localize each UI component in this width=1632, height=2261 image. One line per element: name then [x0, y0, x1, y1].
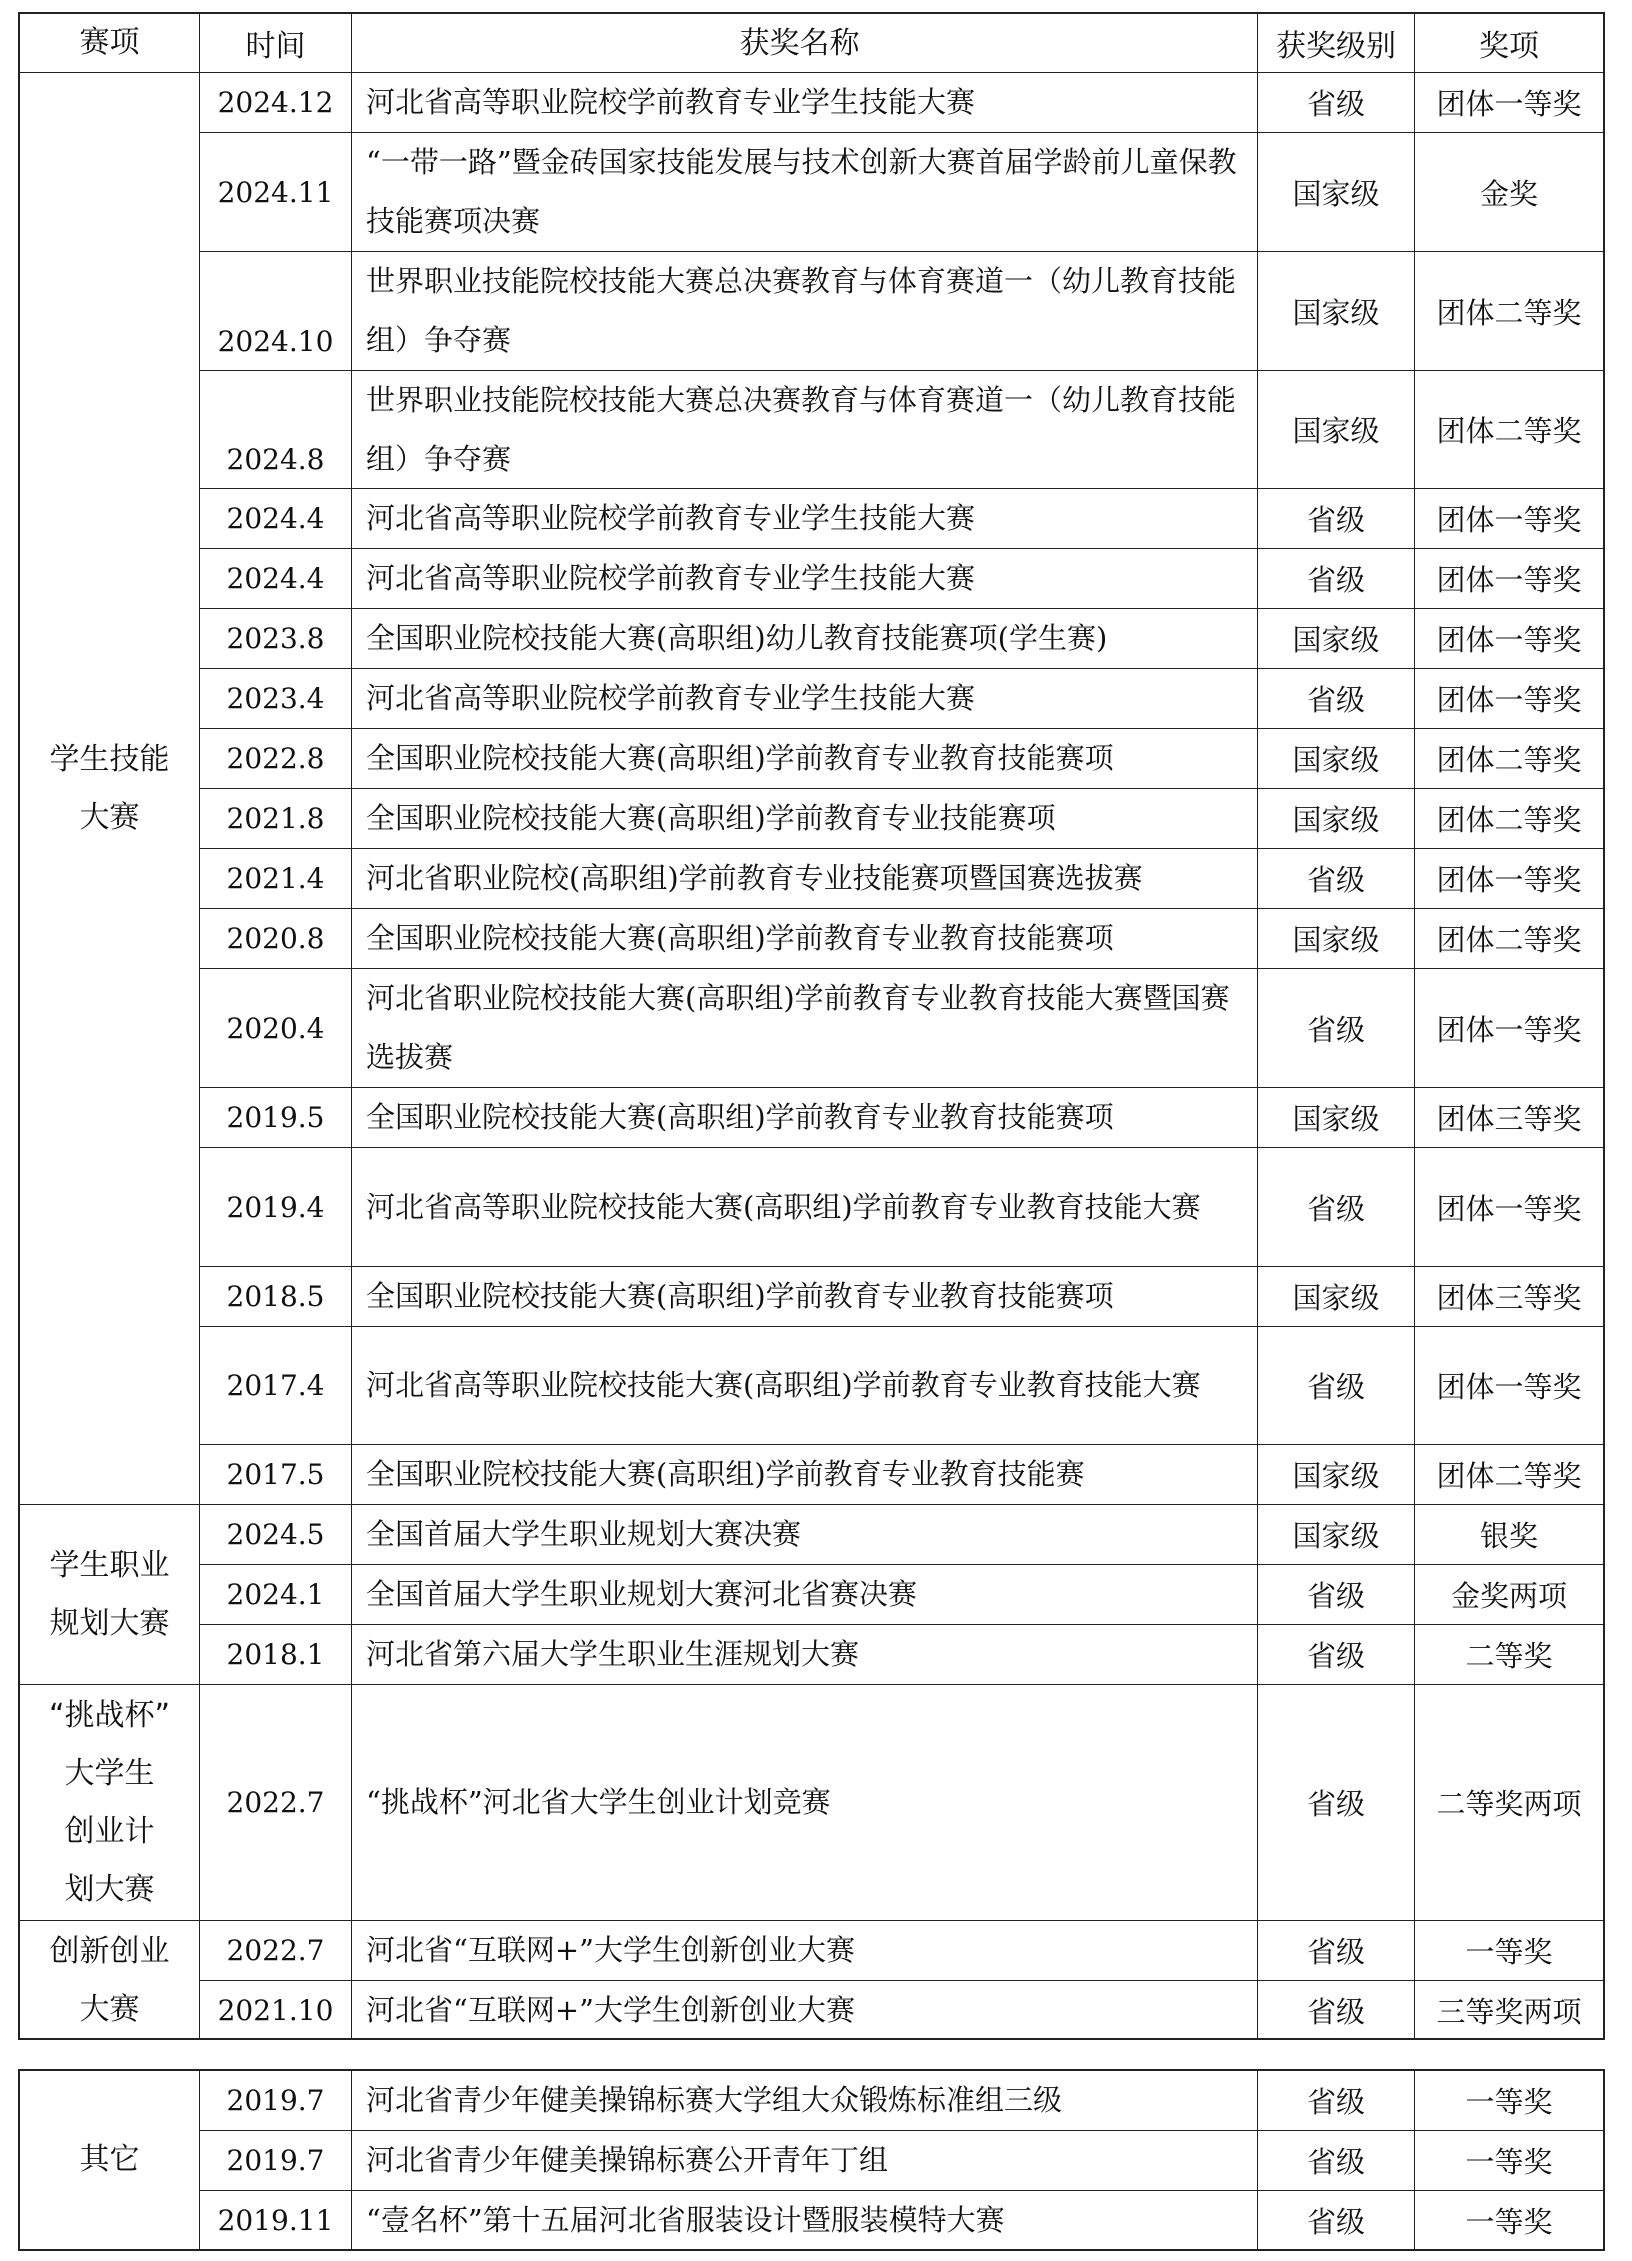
row-level: 国家级 — [1258, 133, 1415, 252]
row-level: 省级 — [1258, 849, 1415, 909]
row-level: 省级 — [1258, 2131, 1415, 2191]
row-date: 2024.4 — [200, 549, 352, 609]
row-name: “一带一路”暨金砖国家技能发展与技术创新大赛首届学龄前儿童保教技能赛项决赛 — [352, 133, 1258, 252]
row-award: 团体一等奖 — [1415, 969, 1603, 1088]
row-level: 国家级 — [1258, 789, 1415, 849]
row-name: 河北省职业院校(高职组)学前教育专业技能赛项暨国赛选拔赛 — [352, 849, 1258, 909]
row-date: 2023.8 — [200, 609, 352, 669]
row-award: 一等奖 — [1465, 2204, 1553, 2239]
row-date: 2019.4 — [200, 1148, 352, 1267]
row-name: 河北省高等职业院校技能大赛(高职组)学前教育专业教育技能大赛 — [352, 1148, 1258, 1267]
row-award: 金奖 — [1415, 133, 1603, 252]
row-award: 团体一等奖 — [1415, 669, 1603, 729]
row-name: 河北省第六届大学生职业生涯规划大赛 — [352, 1625, 1258, 1685]
row-level: 省级 — [1258, 1625, 1415, 1685]
row-award: 银奖 — [1415, 1505, 1603, 1565]
row-name: 全国职业院校技能大赛(高职组)幼儿教育技能赛项(学生赛) — [352, 609, 1258, 669]
row-date: 2022.7 — [200, 1921, 352, 1981]
row-award: 团体二等奖 — [1415, 729, 1603, 789]
row-level: 国家级 — [1258, 1445, 1415, 1505]
category-line: 大赛 — [79, 799, 140, 835]
awards-table — [18, 12, 1605, 2040]
row-date: 2017.5 — [200, 1445, 352, 1505]
other-awards-table — [18, 2069, 1605, 2251]
row-award: 团体一等奖 — [1415, 609, 1603, 669]
row-name: 全国职业院校技能大赛(高职组)学前教育专业教育技能赛 — [352, 1445, 1258, 1505]
row-date: 2024.4 — [200, 489, 352, 549]
row-name: 河北省青少年健美操锦标赛大学组大众锻炼标准组三级 — [352, 2071, 1258, 2131]
row-date: 2018.5 — [200, 1267, 352, 1327]
row-date: 2020.4 — [200, 969, 352, 1088]
row-date: 2019.7 — [200, 2071, 352, 2131]
row-date: 2018.1 — [200, 1625, 352, 1685]
row-level: 省级 — [1258, 1148, 1415, 1267]
row-award: 团体三等奖 — [1415, 1088, 1603, 1148]
row-award: 团体一等奖 — [1415, 1327, 1603, 1445]
header-award: 奖项 — [1415, 14, 1603, 73]
category-line: “挑战杯” — [48, 1697, 171, 1733]
row-name: 河北省高等职业院校学前教育专业学生技能大赛 — [352, 489, 1258, 549]
row-level: 省级 — [1258, 1685, 1415, 1921]
row-date: 2024.5 — [200, 1505, 352, 1565]
row-award: 二等奖两项 — [1415, 1685, 1603, 1921]
category-cell-skills — [20, 73, 200, 1505]
row-date: 2019.11 — [200, 2191, 352, 2249]
row-level: 国家级 — [1258, 1088, 1415, 1148]
category-cell-challenge-cup — [20, 1685, 200, 1921]
category-line: 学生技能 — [49, 741, 170, 777]
row-name: 世界职业技能院校技能大赛总决赛教育与体育赛道一（幼儿教育技能组）争夺赛 — [352, 252, 1258, 371]
category-line: 学生职业 — [49, 1547, 170, 1583]
row-name: 世界职业技能院校技能大赛总决赛教育与体育赛道一（幼儿教育技能组）争夺赛 — [352, 371, 1258, 489]
row-award: 团体一等奖 — [1415, 489, 1603, 549]
row-name: 全国首届大学生职业规划大赛决赛 — [352, 1505, 1258, 1565]
row-level: 国家级 — [1258, 252, 1415, 371]
row-award: 团体三等奖 — [1415, 1267, 1603, 1327]
row-name: 河北省高等职业院校学前教育专业学生技能大赛 — [352, 73, 1258, 133]
row-award: 三等奖两项 — [1436, 1995, 1582, 2029]
row-award: 一等奖 — [1415, 1921, 1603, 1981]
row-name: 全国职业院校技能大赛(高职组)学前教育专业教育技能赛项 — [352, 1088, 1258, 1148]
row-award: 团体一等奖 — [1415, 549, 1603, 609]
category-line: 划大赛 — [64, 1871, 155, 1907]
row-award: 团体二等奖 — [1415, 1445, 1603, 1505]
row-level: 国家级 — [1258, 1267, 1415, 1327]
category-cell-other: 其它 — [20, 2071, 200, 2249]
row-date: 2021.10 — [200, 1981, 352, 2040]
row-award: 团体二等奖 — [1415, 909, 1603, 969]
row-name: 河北省“互联网+”大学生创新创业大赛 — [352, 1981, 1258, 2040]
row-date: 2023.4 — [200, 669, 352, 729]
row-name: 河北省职业院校技能大赛(高职组)学前教育专业教育技能大赛暨国赛选拔赛 — [352, 969, 1258, 1088]
category-line: 大学生 — [64, 1755, 155, 1791]
row-award: 团体一等奖 — [1415, 849, 1603, 909]
row-date: 2022.8 — [200, 729, 352, 789]
row-name: 全国职业院校技能大赛(高职组)学前教育专业教育技能赛项 — [352, 909, 1258, 969]
row-level: 省级 — [1258, 1981, 1415, 2040]
row-level: 国家级 — [1258, 371, 1415, 489]
row-level: 省级 — [1258, 489, 1415, 549]
row-date: 2024.11 — [200, 133, 352, 252]
category-cell-innovation — [20, 1921, 200, 2040]
row-date: 2019.7 — [200, 2131, 352, 2191]
row-date: 2024.1 — [200, 1565, 352, 1625]
row-date: 2017.4 — [200, 1327, 352, 1445]
row-date: 2021.8 — [200, 789, 352, 849]
header-date: 时间 — [200, 14, 352, 73]
row-award: 团体二等奖 — [1415, 789, 1603, 849]
header-category: 赛项 — [20, 14, 200, 73]
category-line: 创新创业 — [49, 1933, 170, 1969]
row-name: “壹名杯”第十五届河北省服装设计暨服装模特大赛 — [352, 2191, 1258, 2249]
row-date: 2022.7 — [200, 1685, 352, 1921]
row-date: 2024.10 — [200, 252, 352, 371]
row-name: 全国职业院校技能大赛(高职组)学前教育专业技能赛项 — [352, 789, 1258, 849]
row-level: 国家级 — [1258, 609, 1415, 669]
category-line: 创业计 — [64, 1813, 155, 1849]
row-name: 河北省高等职业院校学前教育专业学生技能大赛 — [352, 669, 1258, 729]
row-award: 一等奖 — [1415, 2131, 1603, 2191]
row-level: 省级 — [1258, 549, 1415, 609]
row-award: 二等奖 — [1415, 1625, 1603, 1685]
row-level: 省级 — [1258, 669, 1415, 729]
row-name: 全国首届大学生职业规划大赛河北省赛决赛 — [352, 1565, 1258, 1625]
row-level: 省级 — [1258, 73, 1415, 133]
row-award: 团体一等奖 — [1415, 73, 1603, 133]
row-date: 2024.8 — [200, 371, 352, 489]
row-level: 国家级 — [1258, 1505, 1415, 1565]
row-level: 省级 — [1258, 969, 1415, 1088]
row-name: 全国职业院校技能大赛(高职组)学前教育专业教育技能赛项 — [352, 729, 1258, 789]
row-name: 河北省“互联网+”大学生创新创业大赛 — [352, 1921, 1258, 1981]
row-level: 省级 — [1258, 1327, 1415, 1445]
row-award: 团体二等奖 — [1415, 252, 1603, 371]
row-date: 2021.4 — [200, 849, 352, 909]
row-date: 2020.8 — [200, 909, 352, 969]
row-name: 河北省高等职业院校学前教育专业学生技能大赛 — [352, 549, 1258, 609]
row-award: 团体二等奖 — [1415, 371, 1603, 489]
row-date: 2024.12 — [200, 73, 352, 133]
header-level: 获奖级别 — [1258, 14, 1415, 73]
category-cell-career-planning — [20, 1505, 200, 1685]
row-name: “挑战杯”河北省大学生创业计划竞赛 — [352, 1685, 1258, 1921]
category-line: 大赛 — [79, 1991, 140, 2027]
row-level: 省级 — [1258, 1565, 1415, 1625]
row-level: 省级 — [1258, 2191, 1415, 2249]
row-level: 国家级 — [1258, 909, 1415, 969]
row-name: 河北省高等职业院校技能大赛(高职组)学前教育专业教育技能大赛 — [352, 1327, 1258, 1445]
category-line: 规划大赛 — [49, 1605, 170, 1641]
row-level: 省级 — [1258, 2071, 1415, 2131]
header-name: 获奖名称 — [352, 14, 1258, 73]
row-name: 河北省青少年健美操锦标赛公开青年丁组 — [352, 2131, 1258, 2191]
row-name: 全国职业院校技能大赛(高职组)学前教育专业教育技能赛项 — [352, 1267, 1258, 1327]
row-award: 一等奖 — [1415, 2071, 1603, 2131]
row-award: 团体一等奖 — [1415, 1148, 1603, 1267]
row-date: 2019.5 — [200, 1088, 352, 1148]
row-level: 国家级 — [1258, 729, 1415, 789]
row-level: 省级 — [1258, 1921, 1415, 1981]
row-award: 金奖两项 — [1415, 1565, 1603, 1625]
